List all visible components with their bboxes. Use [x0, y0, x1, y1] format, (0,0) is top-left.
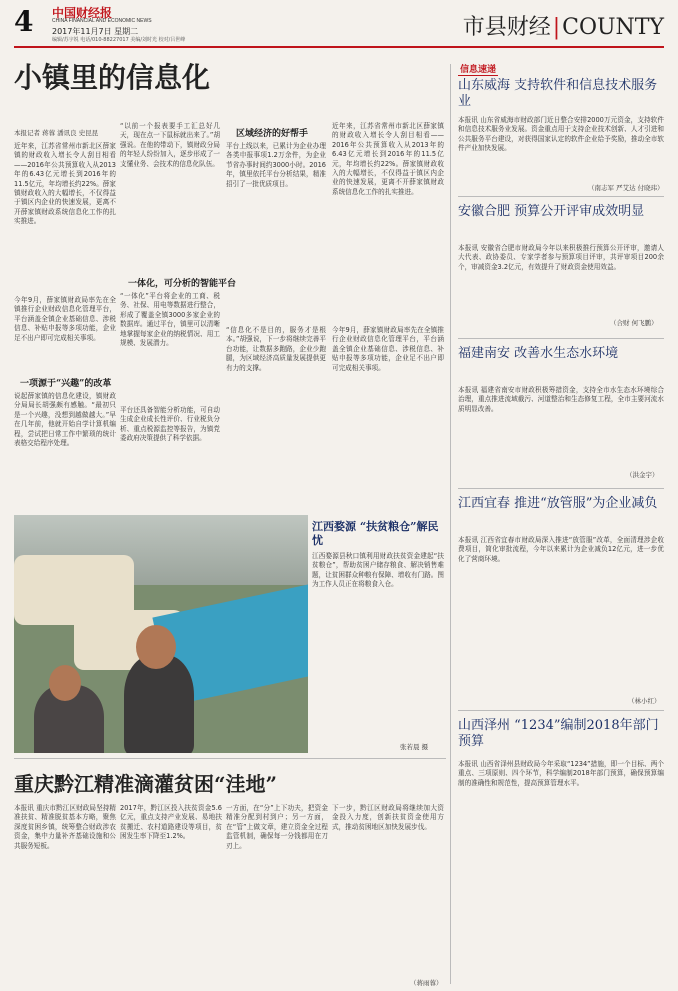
section-title: [463, 10, 664, 41]
sidebar-item-credit: （合财 何飞鹏）: [610, 319, 658, 327]
sidebar-item-title: 安徽合肥 预算公开评审成效明显: [458, 204, 645, 219]
section-title-cn: 市县财经: [462, 15, 551, 40]
main-article-subhead-3: 区域经济的好帮手: [236, 129, 309, 139]
sidebar-item-credit: （林小红）: [628, 697, 661, 705]
main-article-title: 小镇里的信息化: [14, 61, 211, 94]
section-divider: |: [552, 15, 561, 40]
main-article-p1: 近年来，江苏省常州市新北区薛家镇的财政收入增长令人刮目相看——2016年公共预算收入从2013年的6.43亿元增长到2016年的11.5亿元，年均增长约22%。薛家镇财政收入的大幅增长，不仅得益于镇区内企业的快速发展，更离不开薛家镇财政系统信息化工作的扎实推进。: [14, 142, 116, 226]
bottom-article-p4: 下一步，黔江区财政局将继续加大资金投入力度，创新扶贫资金使用方式，推动贫困地区加快发展步伐。: [332, 804, 444, 831]
bottom-article-title: 重庆黔江精准滴灌贫困“洼地”: [14, 772, 278, 796]
news-photo: [14, 515, 308, 753]
sidebar-item-title: 山西泽州 “1234”编制2018年部门预算: [458, 718, 659, 750]
issue-date: 2017年11月7日 星期二: [52, 27, 139, 36]
page-number: 4: [14, 5, 34, 38]
sidebar-item-body: 本报讯 江西省宜春市财政局深入推进“放管服”改革，全面清理涉企收费项目，简化审批流程，今年以来累计为企业减负12亿元，进一步优化了营商环境。: [458, 536, 664, 563]
main-article-p1-cont: 近年来，江苏省常州市新北区薛家镇的财政收入增长令人刮目相看——2016年公共预算收入从2013年的6.43亿元增长到2016年的11.5亿元，年均增长约22%。薛家镇财政收入的大幅增长，不仅得益于镇区内企业的快速发展，更离不开薛家镇财政系统信息化工作的扎实推进。: [332, 122, 444, 196]
main-article-p5: “一体化”平台将企业的工商、税务、社保、用电等数据进行整合，形成了覆盖全镇3000多家企业的数据库。通过平台，镇里可以清晰地掌握每家企业的纳税情况、用工规模、发展潜力。: [120, 292, 220, 348]
sidebar-divider: [458, 338, 664, 339]
main-article-subhead-2: 一体化，可分析的智能平台: [128, 279, 237, 289]
sidebar-item-credit: （南志军 严艾达 付晓玮）: [588, 184, 664, 192]
sidebar-divider: [458, 488, 664, 489]
worker-head: [136, 625, 176, 669]
paper-name: 中国财经报: [52, 6, 113, 20]
worker-head: [49, 665, 81, 701]
header-rule: [14, 46, 664, 48]
bottom-article-credit: （蒋雨蓉）: [410, 979, 443, 987]
sidebar-divider: [458, 710, 664, 711]
main-article-subhead-1: 一项源于“兴趣”的改革: [20, 379, 112, 389]
sidebar-item-title: 江西宜春 推进“放管服”为企业减负: [458, 496, 658, 511]
sidebar-item-body: 本报讯 福建省南安市财政积极筹措资金，支持全市水生态水环境综合治理，重点推进流域截污、河道整治和生态修复工程，全市主要河流水质明显改善。: [458, 386, 664, 413]
sidebar-item-body: 本报讯 山东省威海市财政部门近日整合安排2000万元资金，支持软件和信息技术服务业发展。资金重点用于支持企业技术创新、人才引进和公共服务平台建设，对获得国家认定的软件企业给予奖励，推动全市软件产业加快发展。: [458, 116, 664, 153]
editor-meta: 编辑/苏宇锐 电话/010-88227017 美编/刘时光 校对/吕世峰: [52, 37, 186, 43]
sidebar-divider: [458, 196, 664, 197]
main-article-p2: 今年9月，薛家镇财政局率先在全镇推行企业财政信息化管理平台，平台涵盖全镇企业基础信息、涉税信息、补贴申报等多项功能，企业足不出户即可完成相关事项。: [14, 296, 116, 342]
photo-credit: 张若晨 摄: [400, 743, 429, 751]
main-article-p3: 说起薛家镇的信息化建设，镇财政分局局长胡强颇有感触。“最初只是一个兴趣，没想到越做越大。”早在几年前，他就开始自学计算机编程，尝试把日常工作中繁琐的统计表格交给程序处理。: [14, 392, 116, 448]
sidebar-item-body: 本报讯 安徽省合肥市财政局今年以来积极推行预算公开评审，邀请人大代表、政协委员、专家学者参与预算项目评审，共评审项目200余个，审减资金3.2亿元，有效提升了财政资金使用效益。: [458, 244, 664, 271]
main-article-p4: “以前一个报表要手工汇总好几天，现在点一下鼠标就出来了。”胡强说。在他的带动下，镇财政分局的年轻人纷纷加入，逐步形成了一支懂业务、会技术的信息化队伍。: [120, 122, 220, 168]
sidebar-item-body: 本报讯 山西省泽州县财政局今年采取“1234”措施，即一个目标、两个重点、三项原则、四个环节，科学编制2018年部门预算，确保预算编制的准确性和规范性，提高预算管理水平。: [458, 760, 664, 787]
column-separator: [450, 64, 451, 984]
bottom-article-p2: 2017年，黔江区投入扶贫资金5.6亿元，重点支持产业发展、易地扶贫搬迁、农村道路建设等项目，贫困发生率下降至1.2%。: [120, 804, 222, 841]
photo-headline: 江西婺源 “扶贫粮仓”解民忧: [312, 520, 439, 547]
bottom-article-p1: 本报讯 重庆市黔江区财政局坚持精准扶贫、精准脱贫基本方略，聚焦深度贫困乡镇，统筹整合财政涉农资金，集中力量补齐基础设施和公共服务短板。: [14, 804, 116, 850]
main-article-byline: 本报记者 蒋蓉 潘讯良 史昆昆: [14, 129, 99, 137]
sidebar-tag: 信息速递: [458, 62, 498, 76]
main-article-p6: 平台还具备智能分析功能，可自动生成企业成长性评价、行业税负分析、重点税源监控等报告，为镇党委政府决策提供了科学依据。: [120, 406, 220, 443]
main-article-p8: “信息化不是目的，服务才是根本。”胡强说，下一步将继续完善平台功能，让数据多跑路，企业少跑腿，为区域经济高质量发展提供更有力的支撑。: [226, 326, 326, 372]
main-article-p2-cont: 今年9月，薛家镇财政局率先在全镇推行企业财政信息化管理平台，平台涵盖全镇企业基础信息、涉税信息、补贴申报等多项功能，企业足不出户即可完成相关事项。: [332, 326, 444, 372]
section-title-en: COUNTY: [562, 15, 664, 40]
bottom-article-p3: 一方面，在“分”上下功夫，把资金精准分配到村到户；另一方面，在“管”上做文章，建立资金全过程监管机制，确保每一分钱都用在刀刃上。: [226, 804, 328, 850]
worker-figure: [124, 655, 194, 753]
main-article-p7: 平台上线以来，已累计为企业办理各类申报事项1.2万余件，为企业节省办事时间约3000小时。2016年，镇里依托平台分析结果，精准招引了一批优质项目。: [226, 142, 326, 188]
section-divider-line: [14, 758, 446, 759]
sidebar-item-title: 福建南安 改善水生态水环境: [458, 346, 619, 361]
paper-name-en: CHINA FINANCIAL AND ECONOMIC NEWS: [52, 18, 152, 24]
photo-caption: 江西婺源县秋口镇利用财政扶贫资金建起“扶贫粮仓”，帮助贫困户储存粮食、解决销售难题，让贫困群众种粮有保障、增收有门路。图为工作人员正在将粮食入仓。: [312, 552, 444, 589]
page-header: [0, 0, 678, 46]
sidebar-item-title: 山东威海 支持软件和信息技术服务业: [458, 78, 658, 110]
sidebar-item-credit: （洪金宇）: [626, 471, 659, 479]
